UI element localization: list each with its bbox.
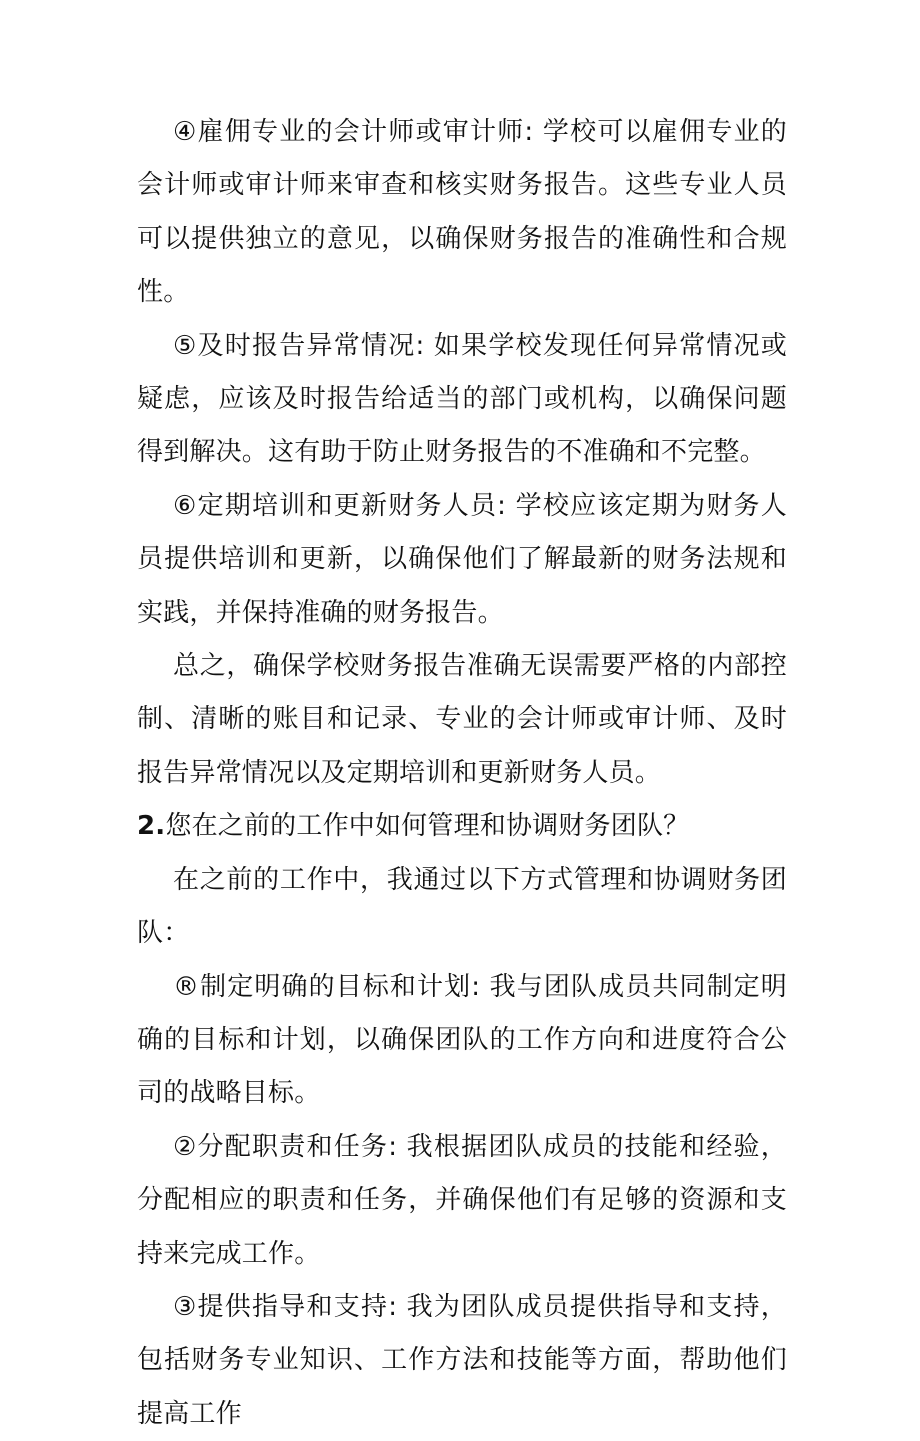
question-text: 您在之前的工作中如何管理和协调财务团队？ [165, 811, 690, 842]
question-number: 2. [137, 811, 166, 842]
paragraph-staff-training: ⑥定期培训和更新财务人员: 学校应该定期为财务人员提供培训和更新，以确保他们了解最新的财务法规和实践，并保持准确的财务报告。 [137, 490, 787, 628]
question-heading [137, 800, 787, 853]
answer-item-guidance: ③提供指导和支持: 我为团队成员提供指导和支持，包括财务专业知识、工作方法和技能等方面，帮助他们提高工作 [137, 1291, 787, 1429]
paragraph-hire-accountant: ④雇佣专业的会计师或审计师: 学校可以雇佣专业的会计师或审计师来审查和核实财务报告。这些专业人员可以提供独立的意见，以确保财务报告的准确性和合规性。 [137, 117, 787, 308]
answer-item-goals: ®制定明确的目标和计划: 我与团队成员共同制定明确的目标和计划，以确保团队的工作方向和进度符合公司的战略目标。 [137, 971, 787, 1109]
document-body [137, 106, 787, 1441]
answer-item-duties: ②分配职责和任务: 我根据团队成员的技能和经验，分配相应的职责和任务，并确保他们有足够的资源和支持来完成工作。 [137, 1131, 787, 1269]
answer-intro: 在之前的工作中，我通过以下方式管理和协调财务团队： [137, 864, 787, 949]
paragraph-report-anomalies: ⑤及时报告异常情况: 如果学校发现任何异常情况或疑虑，应该及时报告给适当的部门或机构，以确保问题得到解决。这有助于防止财务报告的不准确和不完整。 [137, 330, 787, 468]
paragraph-summary: 总之，确保学校财务报告准确无误需要严格的内部控制、清晰的账目和记录、专业的会计师或审计师、及时报告异常情况以及定期培训和更新财务人员。 [137, 651, 787, 788]
